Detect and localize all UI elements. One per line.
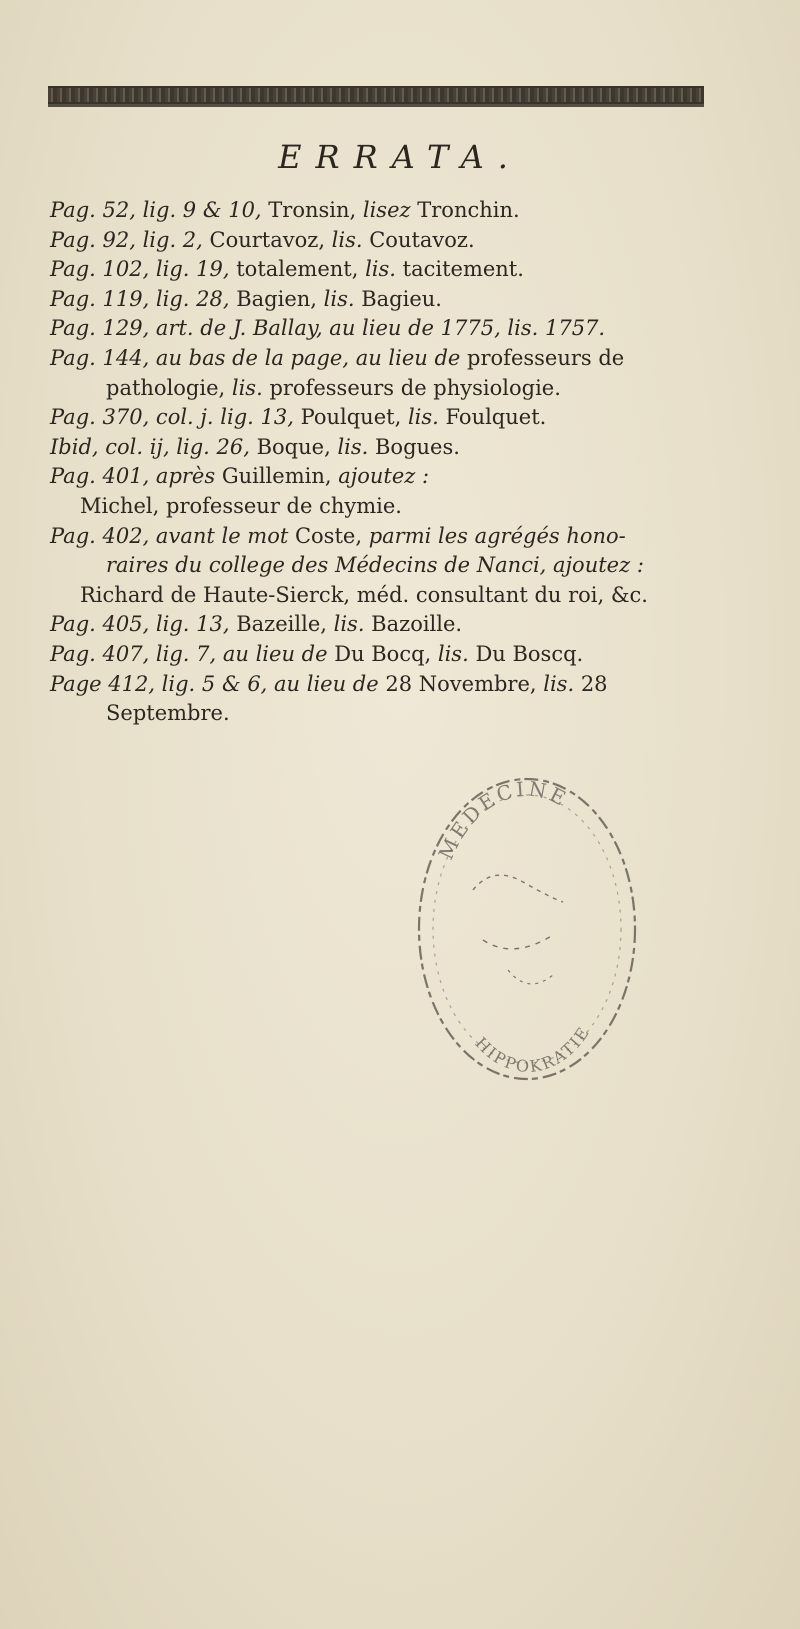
errata-entry	[50, 196, 740, 226]
errata-text-segment: Tronchin.	[417, 198, 520, 222]
errata-text-segment: 28 Novembre,	[385, 671, 544, 696]
errata-list	[50, 196, 740, 729]
errata-text-segment: parmi les agrégés hono-	[368, 523, 626, 548]
errata-text-segment: Bagieu.	[361, 286, 442, 311]
errata-text-segment: Pag. 52, lig. 9 & 10,	[50, 198, 269, 222]
errata-entry	[50, 670, 740, 700]
errata-text-segment: Bagien,	[236, 286, 324, 311]
errata-entry	[50, 226, 740, 256]
errata-text-segment: Page 412, lig. 5 & 6, au lieu de	[50, 671, 386, 696]
errata-text-segment: Boque,	[256, 434, 338, 459]
errata-text-segment: lis.	[331, 227, 370, 252]
errata-text-segment: Coutavoz.	[369, 227, 475, 252]
errata-text-segment: Ibid, col. ij, lig. 26,	[50, 434, 257, 459]
errata-text-segment: lis.	[337, 434, 375, 459]
errata-text-segment: lis.	[333, 612, 372, 637]
errata-entry-continuation	[50, 699, 740, 729]
errata-entry	[50, 462, 740, 492]
errata-text-segment: Pag. 119, lig. 28,	[50, 286, 237, 311]
errata-text-segment: Bogues.	[375, 434, 460, 459]
errata-text-segment: Pag. 405, lig. 13,	[50, 612, 237, 637]
errata-entry	[50, 314, 740, 344]
stamp-bottom-text: HIPPOKRATIE	[471, 1022, 594, 1077]
errata-text-segment: lis.	[437, 641, 476, 666]
page-title: ERRATA.	[278, 138, 522, 176]
errata-text-segment: Bazoille.	[371, 612, 463, 637]
errata-text-segment: Pag. 129, art. de J. Ballay, au lieu de 1775, lis. 1757.	[50, 316, 606, 341]
errata-text-segment: lis.	[407, 405, 446, 430]
library-stamp	[413, 770, 641, 1088]
errata-text-segment: 28	[580, 671, 608, 696]
errata-text-segment: Pag. 370, col. j. lig. 13,	[50, 405, 301, 430]
errata-text-segment: professeurs de physiologie.	[269, 375, 561, 400]
errata-text-segment: raires du college des Médecins de Nanci, ajoutez :	[106, 553, 644, 578]
errata-text-segment: Coste,	[294, 523, 369, 548]
errata-entry	[50, 433, 740, 463]
errata-text-segment: ajoutez :	[338, 464, 430, 489]
header-ornamental-rule	[48, 86, 704, 104]
errata-text-segment: tacitement.	[402, 257, 524, 282]
errata-text-segment: Du Boscq.	[475, 641, 584, 666]
errata-text-segment: lisez	[362, 198, 418, 222]
errata-text-segment: Pag. 92, lig. 2,	[50, 227, 210, 252]
errata-entry	[50, 610, 740, 640]
errata-text-segment: Pag. 102, lig. 19,	[50, 257, 237, 282]
errata-text-segment: lis.	[231, 375, 270, 400]
errata-text-segment: professeurs de	[467, 345, 625, 370]
errata-text-segment: Pag. 401, après	[50, 464, 222, 489]
errata-text-segment: Pag. 402, avant le mot	[50, 523, 295, 548]
errata-entry-continuation	[50, 551, 740, 581]
errata-entry	[50, 285, 740, 315]
errata-entry-continuation	[50, 374, 740, 404]
header-thin-rule	[48, 104, 704, 107]
errata-text-segment: Guillemin,	[221, 464, 339, 489]
errata-text-segment: lis.	[365, 257, 403, 282]
errata-text-segment: Septembre.	[106, 701, 230, 726]
errata-entry-continuation	[50, 581, 740, 611]
errata-text-segment: pathologie,	[106, 375, 232, 400]
errata-entry	[50, 403, 740, 433]
errata-text-segment: Courtavoz,	[209, 227, 332, 252]
errata-text-segment: Pag. 144, au bas de la page, au lieu de	[50, 345, 468, 370]
errata-entry	[50, 344, 740, 374]
errata-text-segment: Poulquet,	[300, 405, 408, 430]
errata-entry-continuation	[50, 492, 740, 522]
errata-text-segment: Michel, professeur de chymie.	[80, 493, 402, 518]
errata-text-segment: Bazeille,	[236, 612, 334, 637]
errata-text-segment: Du Bocq,	[334, 641, 438, 666]
errata-text-segment: lis.	[323, 286, 362, 311]
errata-entry	[50, 640, 740, 670]
errata-entry	[50, 255, 740, 285]
errata-text-segment: Pag. 407, lig. 7, au lieu de	[50, 641, 335, 666]
errata-text-segment: lis.	[543, 671, 581, 696]
stamp-top-text: MEDECINE	[433, 776, 573, 864]
errata-text-segment: Tronsin,	[268, 198, 363, 222]
errata-entry	[50, 522, 740, 552]
errata-text-segment: Richard de Haute-Sierck, méd. consultant du roi, &c.	[80, 582, 648, 607]
errata-text-segment: totalement,	[236, 257, 366, 282]
errata-text-segment: Foulquet.	[445, 405, 547, 430]
